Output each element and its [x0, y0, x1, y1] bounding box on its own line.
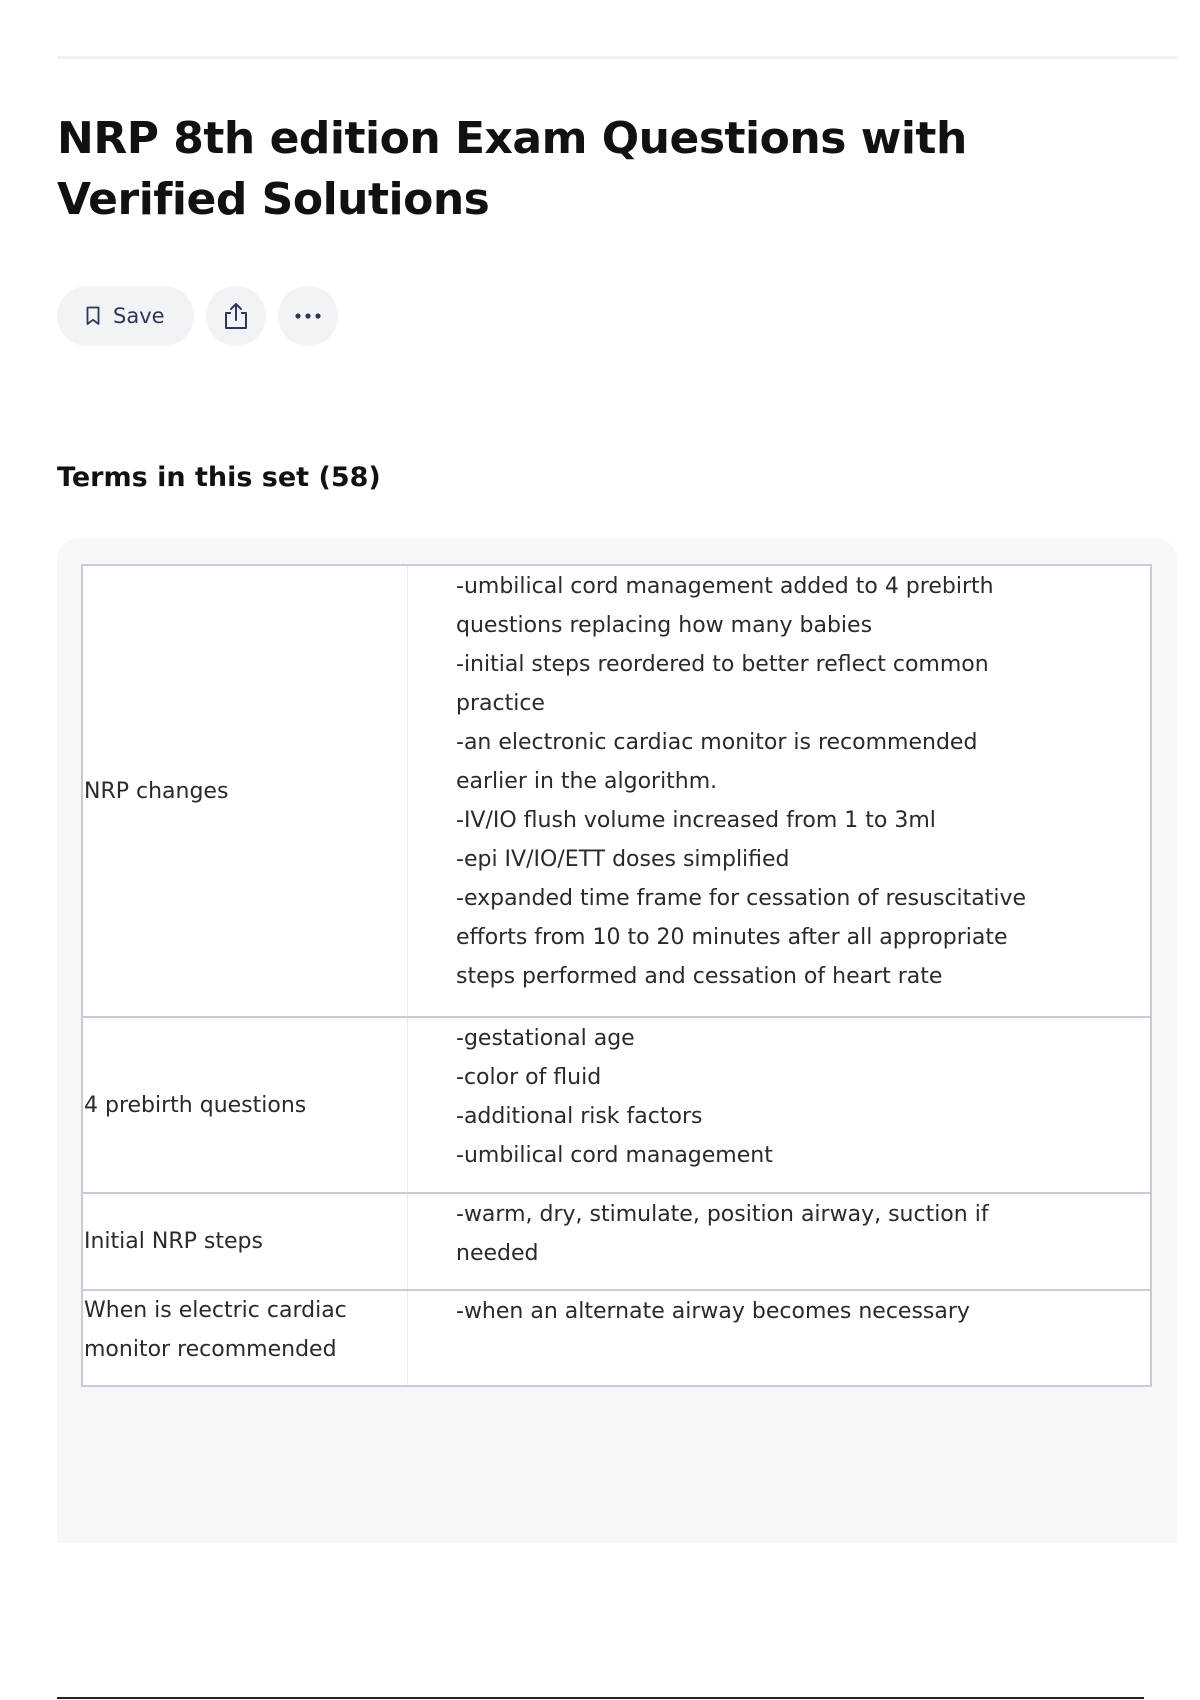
definition-line: -umbilical cord management: [456, 1143, 773, 1168]
term-cell: NRP changes: [82, 565, 408, 1017]
bottom-divider: [57, 1697, 1144, 1699]
terms-heading: Terms in this set (58): [57, 462, 381, 493]
save-button-label: Save: [113, 304, 165, 328]
term-cell: Initial NRP steps: [82, 1193, 408, 1290]
term-row: [82, 565, 1151, 1017]
term-row: [82, 1017, 1151, 1193]
definition-line: -epi IV/IO/ETT doses simplified: [456, 847, 790, 872]
term-cell: When is electric cardiac monitor recommended: [82, 1290, 408, 1386]
share-icon: [222, 301, 250, 331]
set-actions-toolbar: [57, 286, 338, 346]
term-cell: 4 prebirth questions: [82, 1017, 408, 1193]
definition-line: -IV/IO flush volume increased from 1 to 3ml: [456, 808, 936, 833]
term-row: [82, 1290, 1151, 1386]
more-options-button[interactable]: [278, 286, 338, 346]
definition-line: -expanded time frame for cessation of resuscitative efforts from 10 to 20 minutes after all appropriate steps performed and cessation of heart rate: [456, 886, 1027, 989]
definition-line: -color of fluid: [456, 1065, 602, 1090]
top-divider: [57, 56, 1177, 59]
page-title: NRP 8th edition Exam Questions with Verified Solutions: [57, 113, 967, 225]
definition-line: -initial steps reordered to better reflect common practice: [456, 652, 989, 716]
definition-cell: [408, 1017, 1151, 1193]
definition-line: -warm, dry, stimulate, position airway, suction if needed: [456, 1202, 989, 1266]
more-horizontal-icon: [293, 312, 323, 320]
definition-line: -an electronic cardiac monitor is recommended earlier in the algorithm.: [456, 730, 978, 794]
bookmark-icon: [85, 306, 101, 326]
term-row: [82, 1193, 1151, 1290]
share-button[interactable]: [206, 286, 266, 346]
terms-table: [81, 564, 1152, 1387]
definition-cell: [408, 565, 1151, 1017]
definition-line: -umbilical cord management added to 4 prebirth questions replacing how many babies: [456, 574, 994, 638]
definition-line: -when an alternate airway becomes necessary: [456, 1299, 970, 1324]
terms-panel: [57, 538, 1177, 1543]
definition-cell: [408, 1193, 1151, 1290]
save-button[interactable]: [57, 286, 194, 346]
definition-line: -additional risk factors: [456, 1104, 703, 1129]
definition-cell: [408, 1290, 1151, 1386]
definition-line: -gestational age: [456, 1026, 635, 1051]
